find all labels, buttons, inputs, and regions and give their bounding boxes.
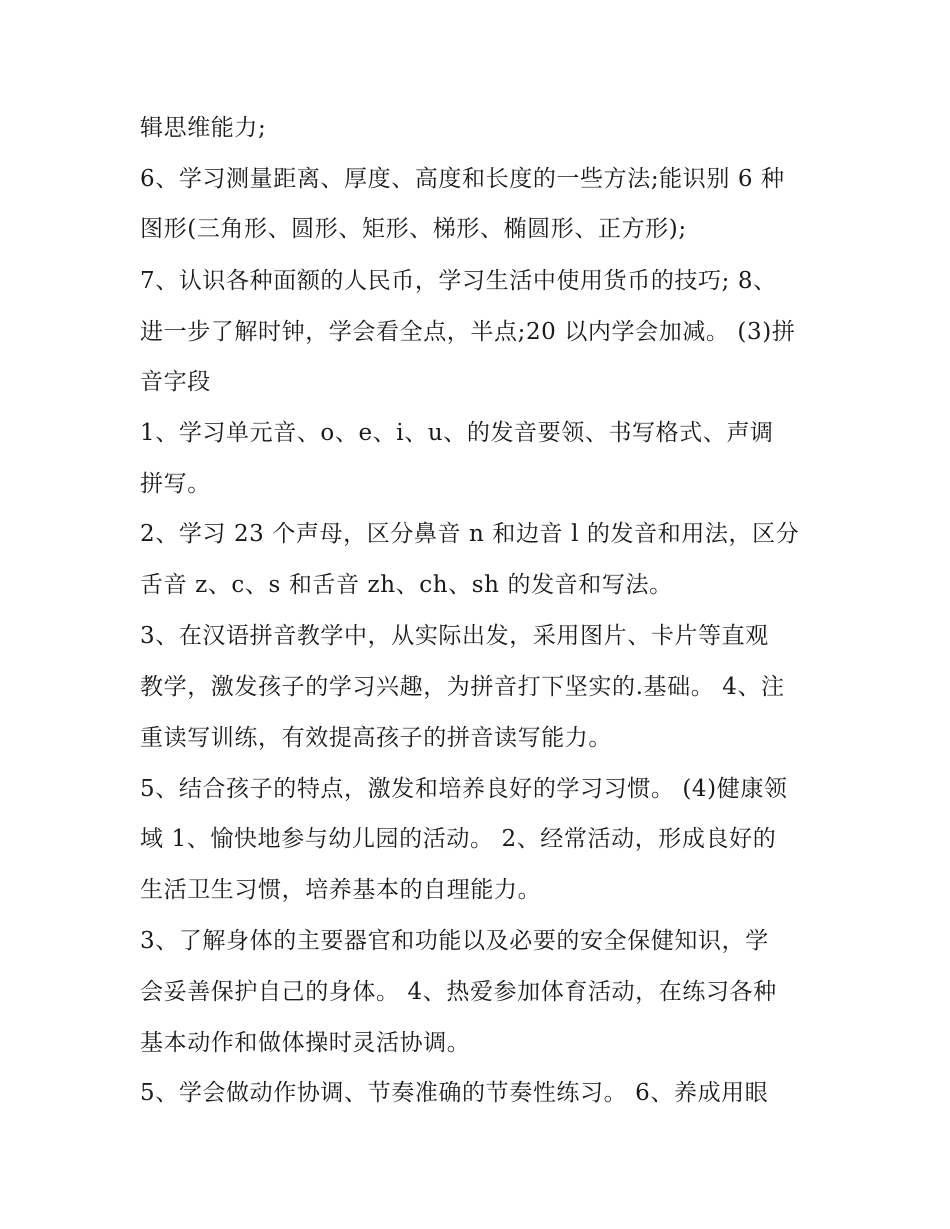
text-line: 音字段 (140, 369, 211, 395)
text-line: 舌音 z、c、s 和舌音 zh、ch、sh 的发音和写法。 (140, 572, 673, 598)
text-line: 6、学习测量距离、厚度、高度和长度的一些方法;能识别 6 种 (140, 166, 785, 192)
text-line: 7、认识各种面额的人民币，学习生活中使用货币的技巧; 8、 (140, 268, 777, 294)
text-line: 教学，激发孩子的学习兴趣，为拼音打下坚实的.基础。 4、注 (140, 674, 785, 700)
text-line: 3、了解身体的主要器官和功能以及必要的安全保健知识，学 (140, 928, 769, 954)
text-line: 2、学习 23 个声母，区分鼻音 n 和边音 l 的发音和用法，区分 (140, 521, 800, 547)
text-line: 1、学习单元音、o、e、i、u、的发音要领、书写格式、声调 (140, 420, 774, 446)
text-line: 重读写训练，有效提高孩子的拼音读写能力。 (140, 725, 612, 751)
text-line: 5、结合孩子的特点，激发和培养良好的学习习惯。 (4)健康领 (140, 776, 788, 802)
text-line: 拼写。 (140, 471, 211, 497)
text-line: 生活卫生习惯，培养基本的自理能力。 (140, 877, 542, 903)
text-line: 图形(三角形、圆形、矩形、梯形、椭圆形、正方形); (140, 216, 687, 242)
text-line: 3、在汉语拼音教学中，从实际出发，采用图片、卡片等直观 (140, 623, 769, 649)
text-line: 5、学会做动作协调、节奏准确的节奏性练习。 6、养成用眼 (140, 1080, 769, 1106)
text-line: 基本动作和做体操时灵活协调。 (140, 1030, 471, 1056)
text-line: 域 1、愉快地参与幼儿园的活动。 2、经常活动，形成良好的 (140, 826, 777, 852)
text-line: 会妥善保护自己的身体。 4、热爱参加体育活动，在练习各种 (140, 979, 777, 1005)
text-line: 辑思维能力; (140, 115, 267, 141)
text-line: 进一步了解时钟，学会看全点，半点;20 以内学会加减。 (3)拼 (140, 319, 796, 345)
